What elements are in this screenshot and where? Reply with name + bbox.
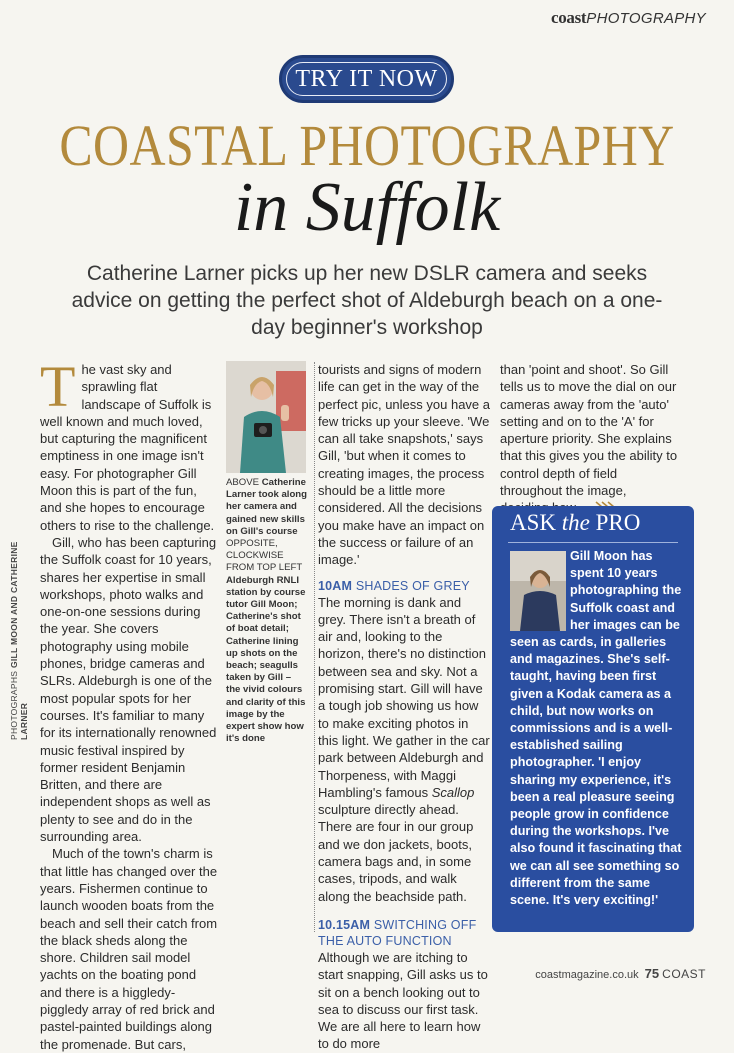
paragraph-text: than 'point and shoot'. So Gill tells us to move the dial on our cameras away from the 'auto' setting and on to the 'A' for aperture priority. She explains that this gives you the ability to control depth of field throughout the image, xyxy=(500,362,678,499)
subheading-title: SWITCHING OFF THE AUTO FUNCTION xyxy=(318,917,477,948)
footer-publication: COAST xyxy=(662,967,706,981)
standfirst: Catherine Larner picks up her new DSLR camera and seeks advice on getting the perfect shot of Aldeburgh beach on a one-day beginner's workshop xyxy=(71,262,663,339)
headline-line2: in Suffolk xyxy=(233,169,501,246)
paragraph: Much of the town's charm is that little has changed over the years. Fishermen continue to launch wooden boats from the beach and sell their catch from the black sheds along the shore. Children sail model yachts on the boating pond and there is a higgledy-piggledy array of red brick and pastel-painted buildings along the promenade. But cars, xyxy=(40,846,218,1052)
ask-the-pro-text xyxy=(510,548,686,909)
dropcap: T xyxy=(40,354,76,419)
section-header xyxy=(551,8,706,28)
pro-word: PRO xyxy=(595,510,641,535)
ask-rule xyxy=(508,542,678,543)
the-word: the xyxy=(561,510,590,535)
badge-label: TRY IT NOW xyxy=(286,62,447,96)
try-it-now-badge xyxy=(279,55,454,103)
subheading-time: 10AM xyxy=(318,578,353,593)
body-column-2 xyxy=(318,361,490,1053)
ask-the-pro-title xyxy=(510,510,640,536)
paragraph-text: he vast sky and sprawling flat landscape of Suffolk is well known and much loved, but capturing the magnificent emptiness in one image isn't easy. For photographer Gill Moon this is part of the fun, and she hopes to encourage others to rise to the challenge. xyxy=(40,362,215,533)
caption-above-label: ABOVE xyxy=(226,477,260,488)
headline-line1: COASTAL PHOTOGRAPHY xyxy=(59,113,675,178)
paragraph xyxy=(318,594,490,905)
paragraph-text: The morning is dank and grey. There isn't a breath of air and, looking to the horizon, there's no distinction between sea and sky. Not a promising start. Gill will have a tough job showing us how to make exciting photos in this light. We gather in the car park between Aldeburgh and Thorpeness, with Maggi Hambling's famous xyxy=(318,594,490,800)
subheading-title: SHADES OF GREY xyxy=(355,578,470,593)
caption-opposite-label: OPPOSITE, CLOCKWISE FROM TOP LEFT xyxy=(226,538,303,574)
footer-site: coastmagazine.co.uk xyxy=(535,969,639,981)
paragraph: Although we are itching to start snapping, Gill asks us to sit on a bench looking out to sea to discuss our first task. We are all here to learn how to do more xyxy=(318,949,488,1052)
brand-coast: coast xyxy=(550,8,587,27)
caption-above-text: Catherine Larner took along her camera and gained new skills on Gill's course xyxy=(226,477,308,537)
subheading-shades-of-grey xyxy=(318,578,490,594)
paragraph xyxy=(500,361,678,518)
page-number: 75 xyxy=(644,966,660,981)
paragraph: Gill, who has been capturing the Suffolk coast for 10 years, shares her expertise in small workshops, photo walks and one-on-one sessions during the year. She covers photography using mobile phones, bridge cameras and SLRs. Aldeburgh is one of the most popular spots for her courses. It's familiar to many for its internationally renowned music festival inspired by former resident Benjamin Britten, and there are independent shops as well as plenty to see and do in the surrounding area. xyxy=(40,534,217,845)
brand-section: PHOTOGRAPHY xyxy=(586,10,706,27)
body-column-3 xyxy=(500,361,678,518)
photo-credit xyxy=(9,540,29,740)
caption-opposite-text: Aldeburgh RNLI station by course tutor Gill Moon; Catherine's shot of boat detail; Catherine lining up shots on the beach; seagulls taken by Gill – the vivid colours and clarity of this image by the expert show how it's done xyxy=(226,574,306,745)
author-photo xyxy=(226,361,306,473)
column-divider xyxy=(314,362,315,932)
photo-caption xyxy=(226,477,308,745)
sculpture-name: Scallop xyxy=(431,784,475,800)
credit-label: PHOTOGRAPHS xyxy=(9,670,19,740)
subheading-auto-function xyxy=(318,917,490,949)
page-footer xyxy=(535,966,706,981)
ask-word: ASK xyxy=(510,510,557,535)
paragraph: tourists and signs of modern life can get in the way of the perfect pic, unless you have a few tricks up your sleeve. 'We can all take snapshots,' says Gill, 'but when it comes to creating images, the process should be a little more considered. All the decisions you make have an impact on the success or failure of an image.' xyxy=(318,362,490,568)
paragraph xyxy=(40,354,218,534)
ask-body: Gill Moon has spent 10 years photographing the Suffolk coast and her images can be seen as cards, in galleries and magazines. She's self-taught, having been first given a Kodak camera as a child, but now works on commissions and is a well-established sailing photographer. 'I enjoy sharing my experience, it's been a real pleasure seeing people grow in confidence during the workshops. I've also found it fascinating that we can all see something so different from the same scene. It's very exciting!' xyxy=(510,549,682,908)
body-column-1 xyxy=(40,354,218,1053)
subheading-time: 10.15AM xyxy=(318,917,371,932)
credit-names: GILL MOON AND CATHERINE LARNER xyxy=(9,541,29,740)
photo-spacer xyxy=(510,548,570,630)
paragraph-text: sculpture directly ahead. There are four in our group and we don jackets, boots, camera bags and, in some cases, tripods, and walk along the beachside path. xyxy=(318,802,474,904)
